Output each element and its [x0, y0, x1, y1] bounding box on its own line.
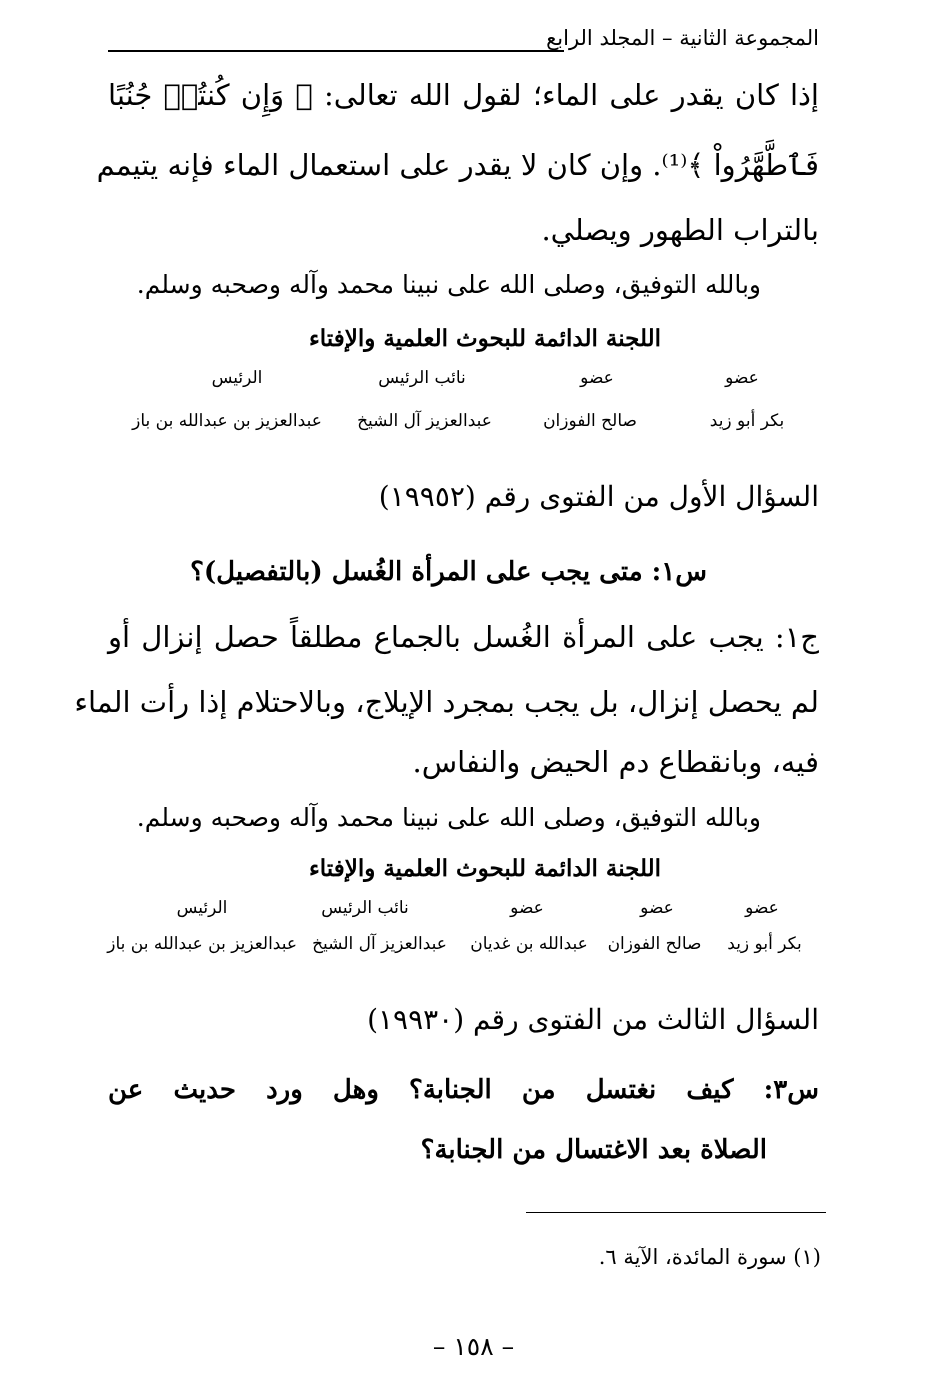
question-text: س١: متى يجب على المرأة الغُسل (بالتفصيل)؟ — [190, 557, 707, 587]
question-text: الصلاة بعد الاغتسال من الجنابة؟ — [420, 1135, 767, 1165]
paragraph-line: فَٱطَّهَّرُواْ ﴾⁽¹⁾. وإن كان لا يقدر على استعمال الماء فإنه يتيمم — [96, 148, 819, 182]
paragraph-line: بالتراب الطهور ويصلي. — [541, 213, 819, 247]
signatory-name: بكر أبو زيد — [727, 934, 802, 954]
question-text: س٣: كيف نغتسل من الجنابة؟ وهل ورد حديث عن — [108, 1075, 819, 1105]
footnote-rule — [526, 1212, 826, 1213]
committee-title: اللجنة الدائمة للبحوث العلمية والإفتاء — [308, 855, 661, 882]
signatory-title: الرئيس — [176, 898, 228, 918]
running-header: المجموعة الثانية – المجلد الرابع — [546, 26, 819, 50]
fatwa-heading: السؤال الأول من الفتوى رقم (١٩٩٥٢) — [378, 480, 819, 513]
paragraph-line: إذا كان يقدر على الماء؛ لقول الله تعالى: ﴿ وَإِن كُنتُمۡ جُنُبًا — [108, 78, 819, 112]
signatory-title: الرئيس — [211, 368, 263, 388]
signatory-title: نائب الرئيس — [321, 898, 409, 918]
answer-line: لم يحصل إنزال، بل يجب بمجرد الإيلاج، وبالاحتلام إذا رأت الماء — [74, 685, 819, 719]
signatory-name: صالح الفوزان — [543, 411, 637, 431]
signatory-title: عضو — [580, 368, 614, 388]
signatory-name: عبدالعزيز آل الشيخ — [312, 934, 447, 954]
signatory-title: عضو — [725, 368, 759, 388]
fatwa-heading: السؤال الثالث من الفتوى رقم (١٩٩٣٠) — [367, 1003, 819, 1036]
footnote: (١) سورة المائدة، الآية ٦. — [598, 1245, 821, 1269]
signatory-name: عبدالعزيز بن عبدالله بن باز — [107, 934, 297, 954]
signatory-name: عبدالعزيز آل الشيخ — [357, 411, 492, 431]
answer-line: فيه، وبانقطاع دم الحيض والنفاس. — [412, 745, 819, 779]
signatory-name: عبدالله بن غديان — [470, 934, 588, 954]
closing-formula: وبالله التوفيق، وصلى الله على نبينا محمد وآله وصحبه وسلم. — [136, 270, 761, 299]
page-number: – ١٥٨ – — [432, 1332, 515, 1361]
signatory-title: عضو — [745, 898, 779, 918]
signatory-name: عبدالعزيز بن عبدالله بن باز — [132, 411, 322, 431]
committee-title: اللجنة الدائمة للبحوث العلمية والإفتاء — [308, 325, 661, 352]
signatory-title: نائب الرئيس — [378, 368, 466, 388]
signatory-title: عضو — [640, 898, 674, 918]
signatory-title: عضو — [510, 898, 544, 918]
closing-formula: وبالله التوفيق، وصلى الله على نبينا محمد وآله وصحبه وسلم. — [136, 803, 761, 832]
signatory-name: صالح الفوزان — [607, 934, 702, 954]
header-rule — [108, 50, 564, 52]
answer-line: ج١: يجب على المرأة الغُسل بالجماع مطلقاً حصل إنزال أو — [108, 620, 819, 654]
signatory-name: بكر أبو زيد — [709, 411, 785, 431]
